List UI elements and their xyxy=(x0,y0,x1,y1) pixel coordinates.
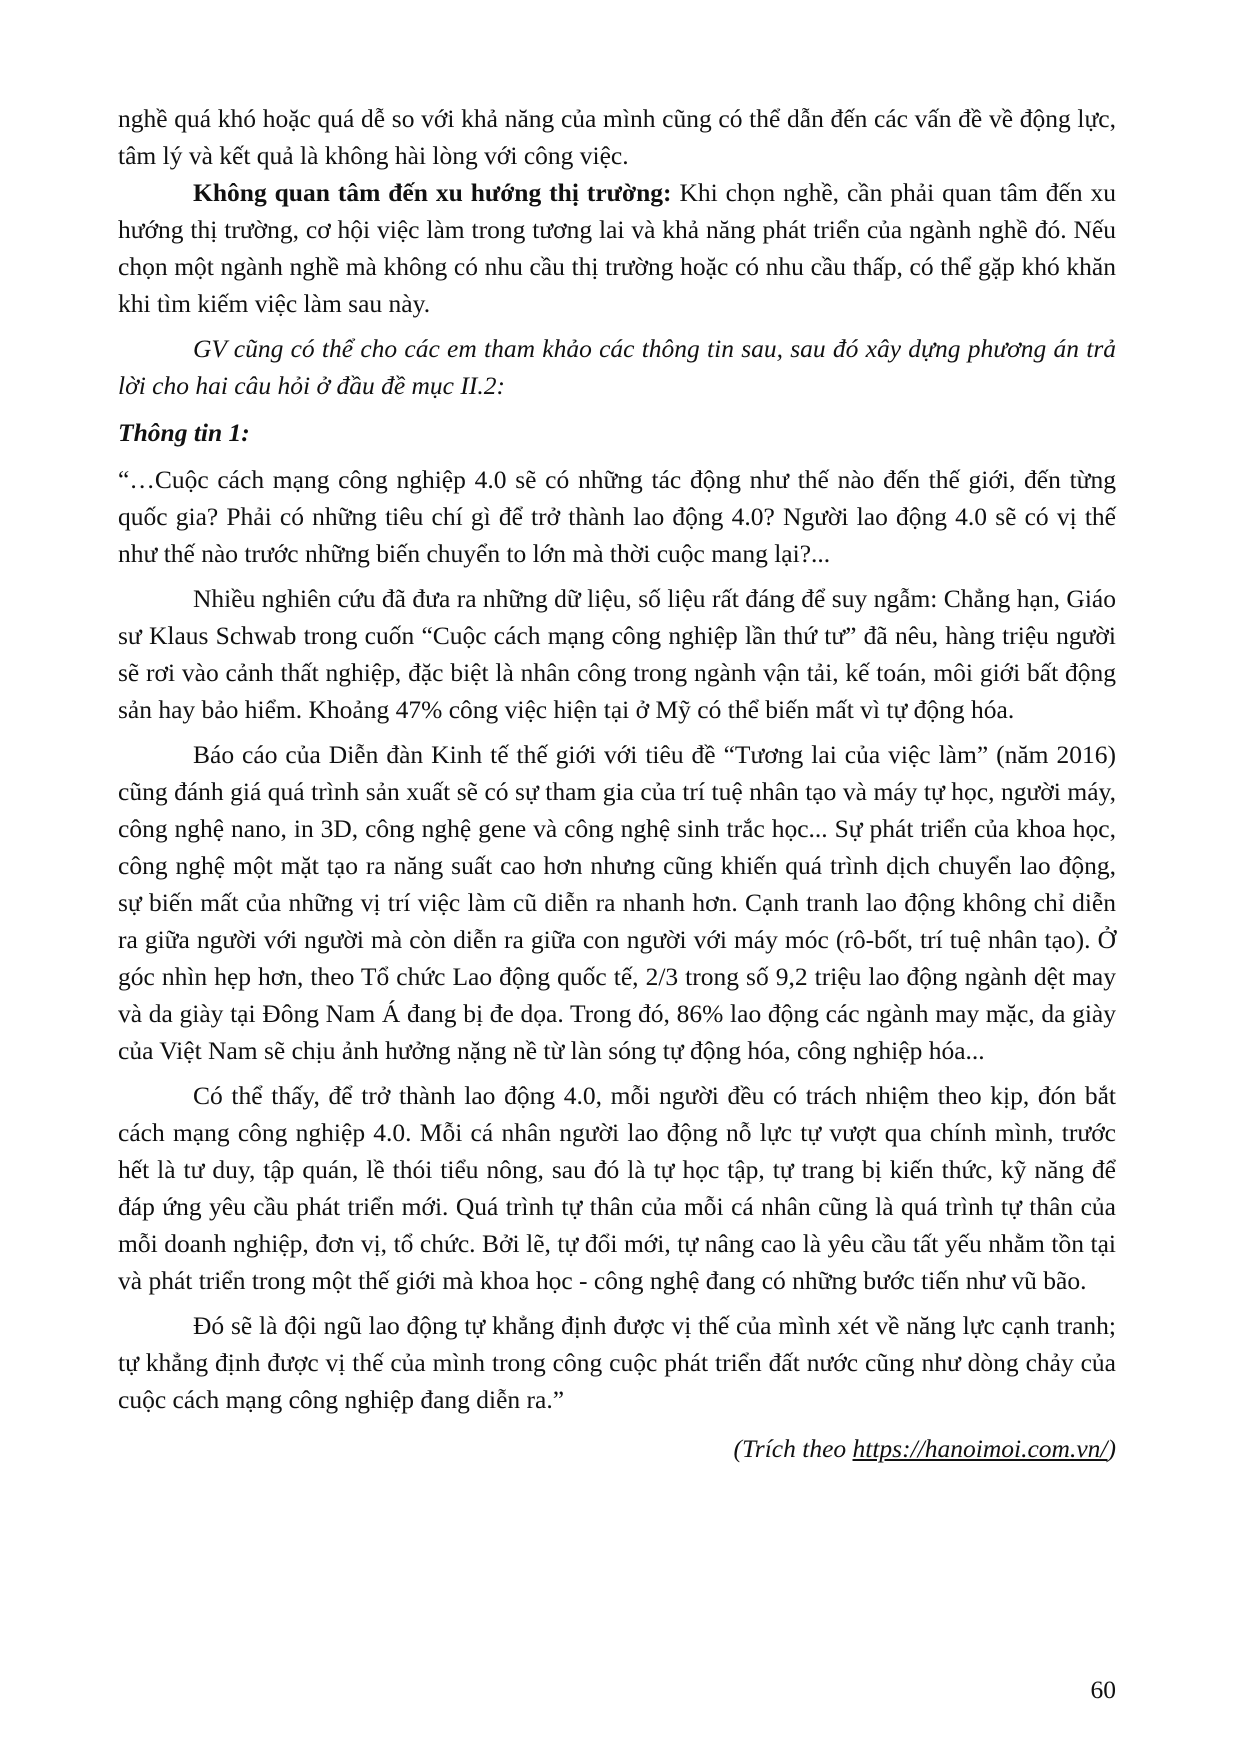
market-trends-text: Khi chọn nghề, cần phải quan tâm đến xu hướng thị trường, cơ hội việc làm trong tương lai và khả năng phát triển của ngành nghề đó. Nếu chọn một ngành nghề mà không có nhu cầu thị trường hoặc có nhu cầu thấp, có thể gặp khó khăn khi tìm kiếm việc làm sau này. xyxy=(118,178,1116,318)
quote-paragraph-2: Nhiều nghiên cứu đã đưa ra những dữ liệu, số liệu rất đáng để suy ngẫm: Chẳng hạn, Giáo sư Klaus Schwab trong cuốn “Cuộc cách mạng công nghiệp lần thứ tư” đã nêu, hàng triệu người sẽ rơi vào cảnh thất nghiệp, đặc biệt là nhân công trong ngành vận tải, kế toán, môi giới bất động sản hay bảo hiểm. Khoảng 47% công việc hiện tại ở Mỹ có thể biến mất vì tự động hóa. xyxy=(118,584,1116,724)
source-prefix: (Trích theo xyxy=(733,1434,853,1463)
quote-paragraph-1: “…Cuộc cách mạng công nghiệp 4.0 sẽ có những tác động như thế nào đến thế giới, đến từng quốc gia? Phải có những tiêu chí gì để trở thành lao động 4.0? Người lao động 4.0 sẽ có vị thế như thế nào trước những biến chuyển to lớn mà thời cuộc mang lại?... xyxy=(118,465,1116,568)
quote-paragraph-3: Báo cáo của Diễn đàn Kinh tế thế giới với tiêu đề “Tương lai của việc làm” (năm 2016) cũng đánh giá quá trình sản xuất sẽ có sự tham gia của trí tuệ nhân tạo và máy tự học, người máy, công nghệ nano, in 3D, công nghệ gene và công nghệ sinh trắc học... Sự phát triển của khoa học, công nghệ một mặt tạo ra năng suất cao hơn nhưng cũng khiến quá trình dịch chuyển lao động, sự biến mất của những vị trí việc làm cũ diễn ra nhanh hơn. Cạnh tranh lao động không chỉ diễn ra giữa người với người mà còn diễn ra giữa con người với máy móc (rô-bốt, trí tuệ nhân tạo). Ở góc nhìn hẹp hơn, theo Tổ chức Lao động quốc tế, 2/3 trong số 9,2 triệu lao động ngành dệt may và da giày tại Đông Nam Á đang bị đe dọa. Trong đó, 86% lao động các ngành may mặc, da giày của Việt Nam sẽ chịu ảnh hưởng nặng nề từ làn sóng tự động hóa, công nghiệp hóa... xyxy=(118,740,1116,1065)
market-trends-heading: Không quan tâm đến xu hướng thị trường: xyxy=(193,178,672,207)
page-number: 60 xyxy=(1090,1675,1116,1704)
document-body xyxy=(118,100,1116,1467)
source-suffix: ) xyxy=(1107,1434,1116,1463)
source-citation xyxy=(118,1430,1116,1467)
teacher-instruction: GV cũng có thể cho các em tham khảo các thông tin sau, sau đó xây dựng phương án trả lời cho hai câu hỏi ở đầu đề mục II.2: xyxy=(118,334,1116,400)
quote-paragraph-5: Đó sẽ là đội ngũ lao động tự khẳng định được vị thế của mình xét về năng lực cạnh tranh; tự khẳng định được vị thế của mình trong công cuộc phát triển đất nước cũng như dòng chảy của cuộc cách mạng công nghiệp đang diễn ra.” xyxy=(118,1311,1116,1414)
source-link[interactable]: https://hanoimoi.com.vn/ xyxy=(852,1434,1108,1463)
quote-paragraph-4: Có thể thấy, để trở thành lao động 4.0, mỗi người đều có trách nhiệm theo kịp, đón bắt cách mạng công nghiệp 4.0. Mỗi cá nhân người lao động nỗ lực tự vượt qua chính mình, trước hết là tư duy, tập quán, lề thói tiểu nông, sau đó là tự học tập, tự trang bị kiến thức, kỹ năng để đáp ứng yêu cầu phát triển mới. Quá trình tự thân của mỗi cá nhân cũng là quá trình tự thân của mỗi doanh nghiệp, đơn vị, tổ chức. Bởi lẽ, tự đổi mới, tự nâng cao là yêu cầu tất yếu nhằm tồn tại và phát triển trong một thế giới mà khoa học - công nghệ đang có những bước tiến như vũ bão. xyxy=(118,1081,1116,1295)
paragraph-career-mismatch: nghề quá khó hoặc quá dễ so với khả năng của mình cũng có thể dẫn đến các vấn đề về động lực, tâm lý và kết quả là không hài lòng với công việc. xyxy=(118,104,1116,170)
info-heading: Thông tin 1: xyxy=(118,418,250,447)
paragraph-market-trends xyxy=(118,174,1116,322)
